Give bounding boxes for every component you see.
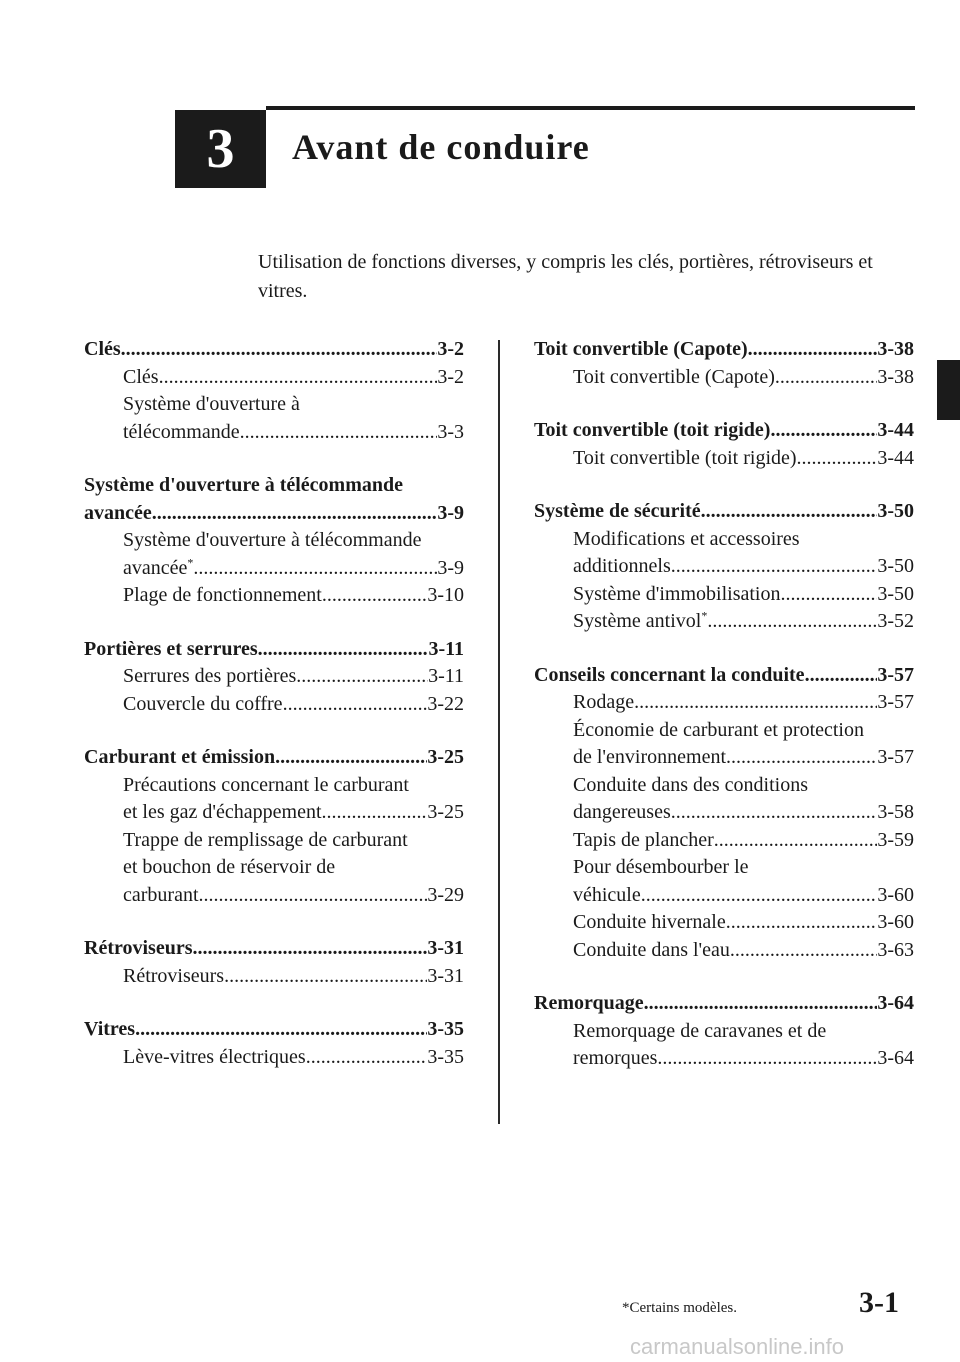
dot-leader — [193, 939, 428, 963]
toc-item-entry[interactable] — [84, 663, 464, 691]
toc-entry-text: Plage de fonctionnement — [123, 584, 322, 606]
toc-section-title — [84, 935, 193, 963]
toc-item-label — [573, 364, 775, 392]
toc-item-label — [123, 691, 283, 719]
dot-leader — [296, 667, 428, 691]
toc-section — [84, 1016, 464, 1071]
dot-leader — [121, 340, 438, 364]
toc-page-ref: 3-64 — [877, 992, 914, 1014]
footnote: *Certains modèles. — [622, 1300, 737, 1316]
toc-entry-text: Vitres — [84, 1018, 136, 1040]
toc-item-label-line: Système d'ouverture à — [123, 393, 300, 415]
toc-item-entry[interactable] — [534, 581, 914, 609]
toc-section-entry[interactable] — [534, 498, 914, 526]
toc-entry-text: Clés — [123, 365, 159, 388]
toc-section — [534, 498, 914, 636]
toc-section — [84, 744, 464, 909]
toc-entry-text: Remorquage — [534, 992, 644, 1014]
dot-leader — [322, 586, 428, 610]
toc-section — [534, 336, 914, 391]
toc-item-entry[interactable] — [84, 691, 464, 719]
toc-page-ref: 3-44 — [877, 419, 914, 441]
toc-section-title — [534, 990, 644, 1018]
dot-leader — [275, 748, 427, 772]
toc-section-title — [534, 417, 770, 445]
toc-entry-text: dangereuses — [573, 801, 671, 823]
toc-page-ref: 3-9 — [437, 556, 464, 579]
toc-entry-text: Système antivol — [573, 610, 702, 632]
toc-entry-text: Rétroviseurs — [123, 964, 225, 987]
toc-item-entry[interactable] — [534, 744, 914, 772]
toc-section-title — [534, 662, 805, 690]
toc-item-entry[interactable] — [534, 608, 914, 636]
dot-leader — [805, 665, 878, 689]
toc-page-ref: 3-31 — [427, 937, 464, 959]
toc-item-entry[interactable] — [534, 553, 914, 581]
toc-section-entry[interactable] — [84, 500, 464, 528]
toc-entry-text: carburant — [123, 883, 199, 906]
toc-item-entry[interactable] — [534, 445, 914, 473]
toc-item-entry[interactable] — [534, 827, 914, 855]
toc-section-entry[interactable] — [84, 1016, 464, 1044]
dot-leader — [775, 367, 877, 391]
toc-item-label — [573, 581, 781, 609]
toc-page-ref: 3-2 — [437, 365, 464, 388]
toc-item-label — [573, 937, 730, 965]
dot-leader — [258, 639, 429, 663]
toc-entry-text: Conseils concernant la conduite — [534, 663, 805, 686]
toc-item-label — [123, 882, 199, 910]
toc-entry-text: télécommande — [123, 420, 240, 443]
chapter-number: 3 — [206, 118, 235, 180]
toc-item-entry[interactable] — [84, 582, 464, 610]
dot-leader — [707, 612, 877, 636]
dot-leader — [701, 502, 878, 526]
toc-entry-text: véhicule — [573, 883, 641, 906]
toc-item-label — [123, 582, 322, 610]
dot-leader — [671, 803, 878, 827]
footnote-marker: * — [701, 608, 708, 623]
toc-item-entry[interactable] — [84, 364, 464, 392]
toc-page-ref: 3-57 — [877, 691, 914, 713]
toc-section-entry[interactable] — [534, 336, 914, 364]
toc-page-ref: 3-3 — [437, 420, 464, 443]
toc-item-label — [123, 364, 159, 392]
toc-entry-text: Serrures des portières — [123, 665, 297, 687]
dot-leader — [726, 913, 878, 937]
watermark: carmanualsonline.info — [630, 1334, 845, 1359]
toc-item-label — [573, 553, 671, 581]
toc-item-entry[interactable] — [84, 799, 464, 827]
toc-page-ref: 3-9 — [437, 501, 464, 524]
toc-page-ref: 3-38 — [877, 365, 914, 388]
toc-page-ref: 3-63 — [877, 938, 914, 961]
toc-item-label-line: Précautions concernant le carburant — [123, 773, 409, 796]
toc-page-ref: 3-50 — [877, 500, 914, 522]
toc-entry-text: Toit convertible (toit rigide) — [573, 446, 797, 469]
toc-item-entry[interactable] — [534, 1045, 914, 1073]
toc-section — [534, 662, 914, 965]
chapter-title: Avant de conduire — [292, 127, 590, 167]
toc-entry-text: Rodage — [573, 691, 635, 713]
toc-section-title — [84, 500, 152, 528]
dot-leader — [781, 584, 878, 608]
toc-item-entry[interactable] — [84, 963, 464, 991]
toc-section — [534, 990, 914, 1073]
toc-item-entry[interactable] — [534, 364, 914, 392]
toc-right-column — [534, 336, 914, 1099]
toc-page-ref: 3-59 — [877, 828, 914, 851]
toc-entry-text: Clés — [84, 338, 121, 360]
toc-item-label-line: Modifications et accessoires — [573, 527, 800, 550]
toc-item-label-line: Économie de carburant et protection — [573, 718, 864, 741]
dot-leader — [714, 830, 878, 854]
toc-page-ref: 3-35 — [427, 1018, 464, 1040]
toc-item-entry[interactable] — [534, 689, 914, 717]
dot-leader — [726, 748, 877, 772]
toc-entry-text: Portières et serrures — [84, 637, 258, 660]
toc-page-ref: 3-50 — [877, 555, 914, 577]
toc-item-entry[interactable] — [84, 882, 464, 910]
toc-item-label — [573, 445, 797, 473]
dot-leader — [671, 557, 878, 581]
dot-leader — [159, 367, 438, 391]
toc-entry-text: Toit convertible (Capote) — [534, 338, 748, 360]
chapter-number-box — [175, 110, 266, 188]
dot-leader — [224, 966, 427, 990]
toc-section — [84, 935, 464, 990]
toc-entry-text: avancée — [123, 556, 188, 579]
toc-section-title — [84, 636, 258, 664]
toc-page-ref: 3-11 — [428, 665, 464, 687]
toc-page-ref: 3-10 — [427, 584, 464, 606]
toc-item-label — [123, 663, 296, 691]
toc-page-ref: 3-22 — [427, 692, 464, 715]
toc-entry-text: Tapis de plancher — [573, 828, 714, 851]
toc-entry-text: Conduite dans l'eau — [573, 938, 730, 961]
toc-page-ref: 3-44 — [877, 446, 914, 469]
toc-section-title — [84, 1016, 135, 1044]
toc-page-ref: 3-52 — [877, 610, 914, 632]
toc-page-ref: 3-57 — [877, 663, 914, 686]
toc-page-ref: 3-35 — [427, 1045, 464, 1068]
toc-entry-text: additionnels — [573, 555, 671, 577]
toc-item-label — [123, 555, 193, 583]
toc-entry-text: et les gaz d'échappement — [123, 801, 322, 823]
toc-item-label-line: Conduite dans des conditions — [573, 773, 808, 796]
dot-leader — [240, 422, 438, 446]
toc-entry-text: Système d'immobilisation — [573, 582, 781, 605]
toc-entry-text: Toit convertible (toit rigide) — [534, 419, 771, 441]
toc-page-ref: 3-11 — [428, 637, 464, 660]
toc-section-title-line: Système d'ouverture à télécommande — [84, 474, 404, 496]
toc-item-label — [573, 1045, 657, 1073]
toc-page-ref: 3-58 — [877, 801, 914, 823]
toc-section-title — [534, 336, 748, 364]
dot-leader — [797, 448, 878, 472]
toc-entry-text: Carburant et émission — [84, 746, 276, 768]
toc-item-label — [123, 799, 322, 827]
toc-item-entry[interactable] — [534, 882, 914, 910]
toc-entry-text: Couvercle du coffre — [123, 692, 283, 715]
toc-left-column — [84, 336, 464, 1097]
toc-page-ref: 3-25 — [427, 801, 464, 823]
toc-section-title — [84, 744, 275, 772]
dot-leader — [657, 1049, 877, 1073]
toc-section-entry[interactable] — [534, 417, 914, 445]
dot-leader — [770, 421, 877, 445]
toc-page-ref: 3-64 — [877, 1047, 914, 1069]
toc-section — [84, 472, 464, 610]
toc-item-label — [573, 744, 726, 772]
toc-item-label — [123, 963, 224, 991]
toc-page-ref: 3-25 — [427, 746, 464, 768]
toc-section-entry[interactable] — [534, 662, 914, 690]
toc-item-label — [573, 909, 726, 937]
toc-entry-text: Conduite hivernale — [573, 911, 726, 933]
toc-item-label-line: Pour désembourber le — [573, 856, 749, 878]
toc-item-label-line: Système d'ouverture à télécommande — [123, 529, 422, 551]
toc-item-label — [123, 1044, 306, 1072]
toc-item-label — [573, 827, 714, 855]
toc-section — [84, 636, 464, 719]
toc-section-entry[interactable] — [534, 990, 914, 1018]
toc-item-label — [573, 882, 641, 910]
chapter-intro: Utilisation de fonctions diverses, y compris les clés, portières, rétroviseurs et vitres. — [258, 251, 873, 302]
toc-entry-text: Lève-vitres électriques — [123, 1045, 306, 1068]
toc-page-ref: 3-2 — [437, 338, 464, 360]
toc-section-title — [84, 336, 121, 364]
chapter-side-tab — [937, 360, 960, 420]
toc-page-ref: 3-57 — [877, 746, 914, 768]
toc-page-ref: 3-50 — [877, 582, 914, 605]
dot-leader — [322, 803, 428, 827]
footnote-marker: * — [187, 554, 194, 569]
title-rule — [266, 106, 915, 110]
dot-leader — [199, 885, 428, 909]
toc-page-ref: 3-60 — [877, 883, 914, 906]
toc-item-label-line: et bouchon de réservoir de — [123, 856, 336, 878]
toc-section-entry[interactable] — [84, 744, 464, 772]
toc-item-label — [123, 419, 240, 447]
toc-entry-text: Toit convertible (Capote) — [573, 365, 775, 388]
toc-item-entry[interactable] — [534, 909, 914, 937]
toc-item-entry[interactable] — [84, 555, 464, 583]
toc-item-label — [573, 608, 707, 636]
toc-item-label-line: Remorquage de caravanes et de — [573, 1019, 827, 1042]
toc-section — [84, 336, 464, 446]
dot-leader — [748, 340, 878, 364]
dot-leader — [634, 693, 877, 717]
toc-page-ref: 3-31 — [427, 964, 464, 987]
dot-leader — [135, 1020, 427, 1044]
toc-item-label — [573, 799, 671, 827]
dot-leader — [152, 503, 438, 527]
toc-section — [534, 417, 914, 472]
toc-item-label-line: Trappe de remplissage de carburant — [123, 828, 408, 851]
toc-item-entry[interactable] — [534, 937, 914, 965]
toc-item-label — [573, 689, 634, 717]
toc-entry-text: Système de sécurité — [534, 500, 701, 522]
toc-page-ref: 3-38 — [877, 338, 914, 360]
toc-page-ref: 3-60 — [877, 911, 914, 933]
dot-leader — [306, 1047, 428, 1071]
toc-entry-text: de l'environnement — [573, 746, 726, 768]
dot-leader — [641, 885, 878, 909]
toc-page-ref: 3-29 — [427, 883, 464, 906]
dot-leader — [730, 940, 877, 964]
toc-entry-text: avancée — [84, 501, 152, 524]
dot-leader — [644, 994, 878, 1018]
page-number: 3-1 — [859, 1286, 899, 1319]
toc-entry-text: remorques — [573, 1047, 658, 1069]
toc-section-entry[interactable] — [84, 935, 464, 963]
column-divider — [498, 340, 500, 1124]
toc-item-entry[interactable] — [534, 799, 914, 827]
toc-section-title — [534, 498, 701, 526]
toc-item-entry[interactable] — [84, 419, 464, 447]
dot-leader — [283, 694, 428, 718]
toc-item-entry[interactable] — [84, 1044, 464, 1072]
toc-section-entry[interactable] — [84, 636, 464, 664]
toc-section-entry[interactable] — [84, 336, 464, 364]
dot-leader — [193, 558, 437, 582]
toc-entry-text: Rétroviseurs — [84, 937, 193, 959]
